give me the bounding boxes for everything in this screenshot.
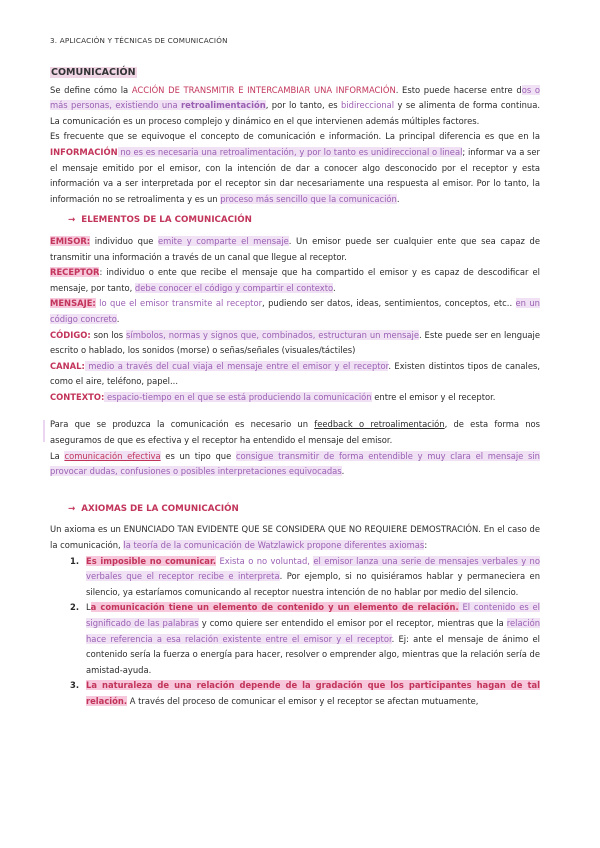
element-receptor: RECEPTOR: individuo o ente que recibe el mensaje que ha compartido el emisor y es capaz de descodificar el mensaje, por tanto, debe conocer el código y compartir el contexto. [50, 267, 540, 293]
axiom-item: 1. Es imposible no comunicar. Exista o no voluntad, el emisor lanza una serie de mensajes verbales y no verbales que el receptor recibe e interpreta. Por ejemplo, si no quisiéramos hablar y permaneciera en silencio, ya estaríamos comunicando al receptor nuestra intención de no hablar por medio del silencio. [70, 555, 541, 597]
section-heading-elements: → ELEMENTOS DE LA COMUNICACIÓN [68, 215, 252, 226]
margin-highlight-bar [43, 420, 45, 442]
element-mensaje: MENSAJE: lo que el emisor transmite al receptor, pudiendo ser datos, ideas, sentimientos, conceptos, etc.. en un código concreto. [50, 298, 540, 324]
information-paragraph: Es frecuente que se equivoque el concepto de comunicación e información. La principal diferencia es que en la INFORMACIÓN no es es necesaria una retroalimentación, y por lo tanto es unidireccional o lineal; informar va a ser el mensaje emitido por el emisor, con la intención de dar a conocer algo desconocido por el receptor y esta información va a ser interpretada por el receptor sin dar necesariamente una respuesta al emisor. Por lo tanto, la información no se retroalimenta y es un proceso más sencillo que la comunicación. [50, 131, 540, 204]
element-codigo: CÓDIGO: son los símbolos, normas y signos que, combinados, estructuran un mensaje. Este puede ser en lenguaje escrito o hablado, los sonidos (morse) o señas/señales (visuales/táctiles) [50, 329, 540, 356]
section-heading-axioms: → AXIOMAS DE LA COMUNICACIÓN [68, 503, 239, 514]
page-header: 3. APLICACIÓN Y TÉCNICAS DE COMUNICACIÓN [50, 36, 228, 45]
element-emisor: EMISOR: individuo que emite y comparte el mensaje. Un emisor puede ser cualquier ente que sea capaz de transmitir una información a través de un canal que llegue al receptor. [50, 235, 540, 262]
axioms-list [50, 554, 540, 710]
definition-paragraph: Se define cómo la ACCIÓN DE TRANSMITIR E INTERCAMBIAR UNA INFORMACIÓN. Esto puede hacerse entre dos o más personas, existiendo una retroalimentación, por lo tanto, es bidireccional y se alimenta de forma continua. La comunicación es un proceso complejo y dinámico en el que intervienen además múltiples factores. [50, 84, 540, 126]
page-title: COMUNICACIÓN [51, 67, 136, 78]
element-contexto: CONTEXTO: espacio-tiempo en el que se está produciendo la comunicación entre el emisor y el receptor. [50, 391, 496, 402]
effective-communication-paragraph: La comunicación efectiva es un tipo que consigue transmitir de forma entendible y muy clara el mensaje sin provocar dudas, confusiones o posibles interpretaciones equivocadas. [50, 450, 540, 477]
axiom-item: 2. La comunicación tiene un elemento de contenido y un elemento de relación. El contenido es el significado de las palabras y como quiere ser entendido el emisor por el receptor, mientras que la relación hace referencia a esa relación existente entre el emisor y el receptor. Ej: ante el mensaje de ánimo el contenido sería la fuerza o energía para hacer, resolver o emprender algo, mientras que la relación sería de amistad-ayuda. [70, 602, 540, 675]
feedback-block [50, 417, 540, 479]
arrow-icon: → [68, 215, 76, 226]
axiom-item: 3. La naturaleza de una relación depende de la gradación que los participantes hagan de tal relación. A través del proceso de comunicar el emisor y el receptor se afectan mutuamente, [70, 680, 540, 706]
element-canal: CANAL: medio a través del cual viaja el mensaje entre el emisor y el receptor. Existen distintos tipos de canales, como el aire, teléfono, papel... [50, 360, 540, 387]
feedback-paragraph: Para que se produzca la comunicación es necesario un feedback o retroalimentación, de esta forma nos aseguramos de que es efectiva y el receptor ha entendido el mensaje del emisor. [50, 419, 541, 446]
axioms-intro: Un axioma es un ENUNCIADO TAN EVIDENTE QUE SE CONSIDERA QUE NO REQUIERE DEMOSTRACIÓN. En el caso de la comunicación, la teoría de la comunicación de Watzlawick propone diferentes axiomas: [50, 524, 540, 551]
document-body [50, 65, 540, 710]
arrow-icon: → [68, 503, 76, 514]
